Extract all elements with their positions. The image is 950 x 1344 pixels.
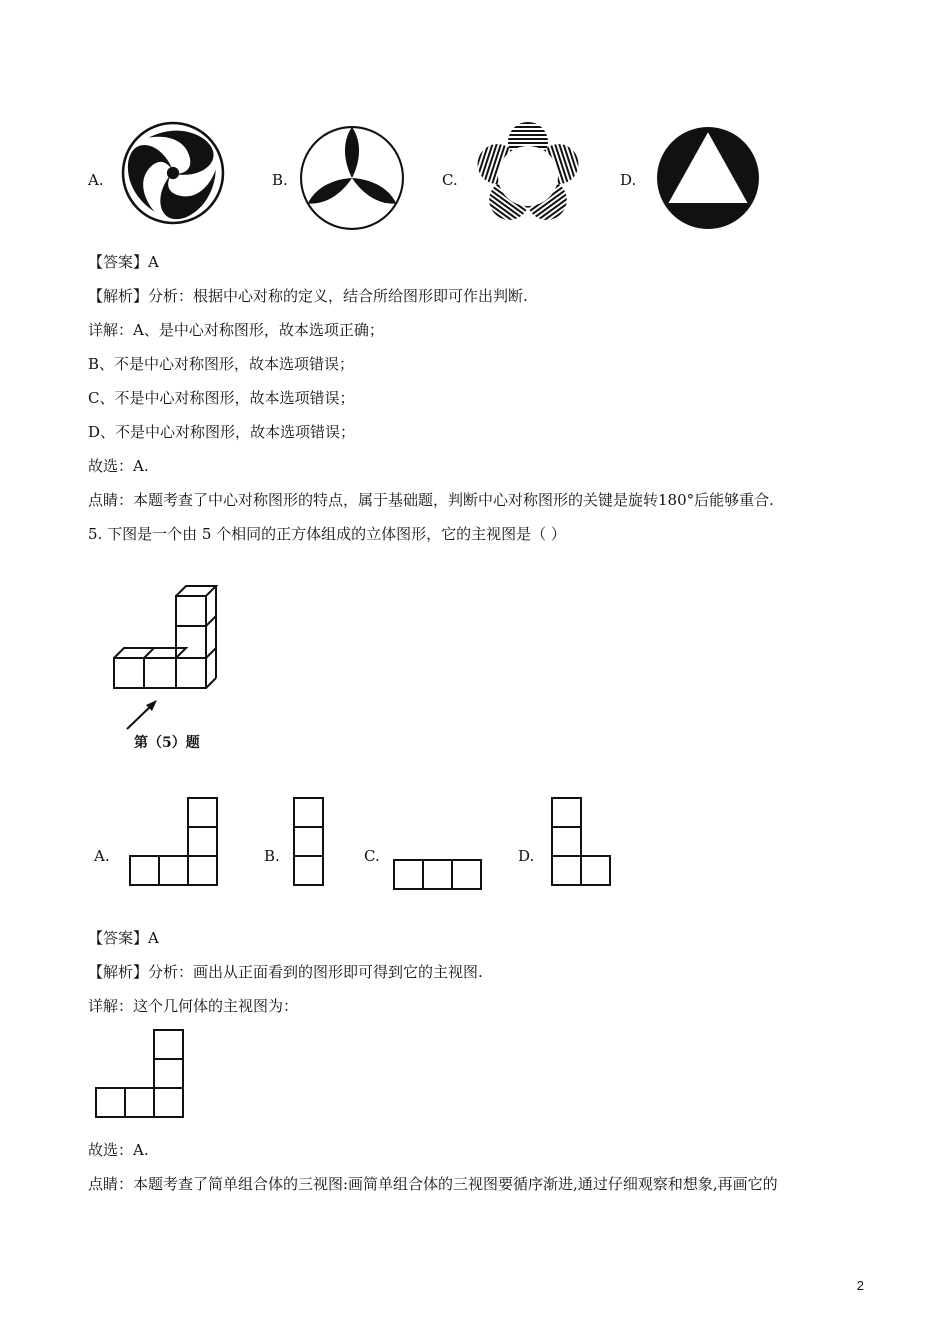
q4-detail-1: 详解：A、是中心对称图形，故本选项正确； [88,321,384,339]
q5-answer: 【答案】A [88,929,159,947]
q4-analysis: 【解析】分析：根据中心对称的定义，结合所给图形即可作出判断. [88,287,528,305]
q5-figure-caption: 第（5）题 [134,735,200,751]
q4-choice: 故选：A. [88,457,149,475]
q5-option-d-label: D. [518,847,535,865]
q5-comment: 点睛：本题考查了简单组合体的三视图:画简单组合体的三视图要循序渐进,通过仔细观察和想象,再画它的 [88,1175,778,1193]
q5-analysis: 【解析】分析：画出从正面看到的图形即可得到它的主视图. [88,963,483,981]
q5-view-arrow-icon [124,698,160,732]
q5-detail: 详解：这个几何体的主视图为： [88,997,299,1015]
q4-figure-a-swirl [122,122,224,224]
q5-option-d-view [550,796,612,888]
q5-option-c-label: C. [364,847,380,865]
q4-detail-3: C、不是中心对称图形，故本选项错误； [88,389,355,407]
q5-solution-view [94,1028,186,1120]
q5-option-b-view [292,796,326,888]
q4-comment: 点睛：本题考查了中心对称图形的特点，属于基础题，判断中心对称图形的关键是旋转180°后能够重合. [88,491,774,509]
q5-choice: 故选：A. [88,1141,149,1159]
q4-figure-d-triangle [656,126,760,230]
q4-option-d-label: D. [620,171,637,189]
q5-option-a-view [128,796,220,888]
q4-figure-c-flower [474,122,582,226]
q4-answer: 【答案】A [88,253,159,271]
q4-option-c-label: C. [442,171,458,189]
q5-question: 5. 下图是一个由 5 个相同的正方体组成的立体图形，它的主视图是（ ） [88,525,566,543]
q4-detail-4: D、不是中心对称图形，故本选项错误； [88,423,356,441]
q4-option-b-label: B. [272,171,288,189]
q4-figure-b-leaves [300,126,404,230]
q5-option-a-label: A. [94,847,110,865]
page-number: 2 [856,1278,864,1293]
q4-detail-2: B、不是中心对称图形，故本选项错误； [88,355,355,373]
q4-option-a-label: A. [88,171,104,189]
q5-option-b-label: B. [264,847,280,865]
q5-option-c-view [392,858,484,892]
